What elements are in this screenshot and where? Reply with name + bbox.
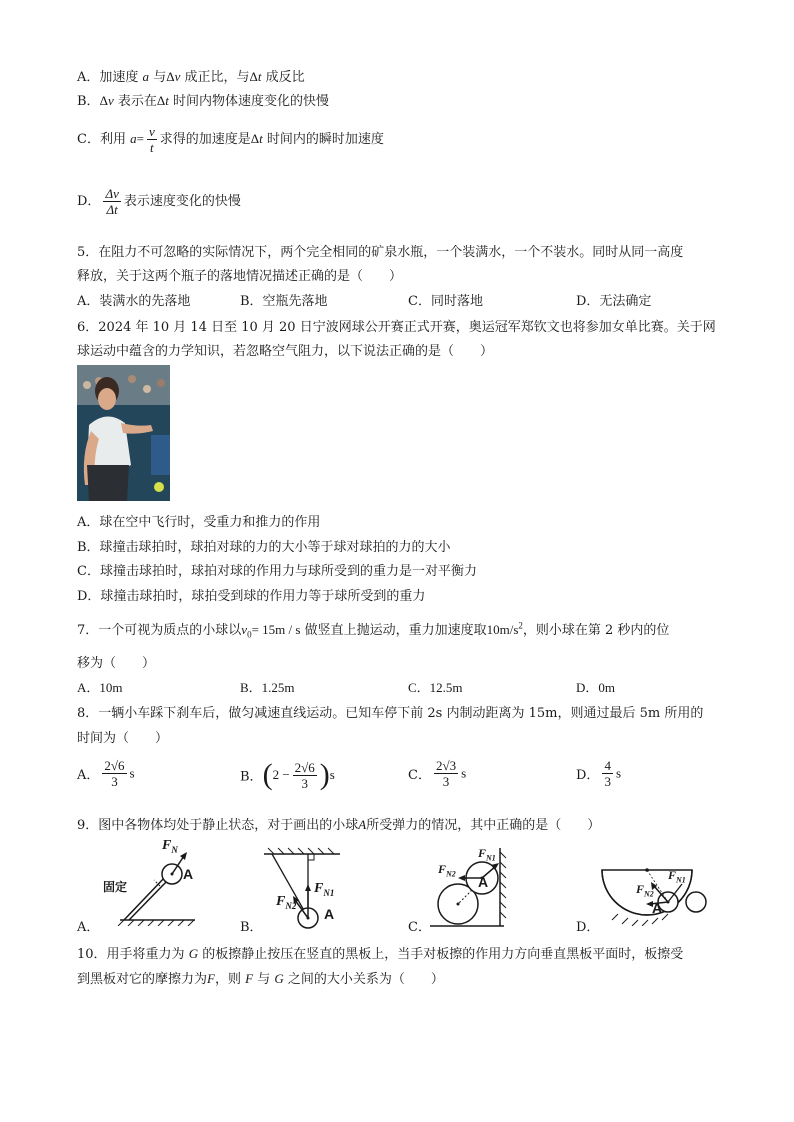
q8-stem-line2: 时间为（ ） <box>77 731 169 746</box>
q9-fig-a-fn-label: $F_N$ <box>162 838 178 855</box>
q6-option-b: B．球撞击球拍时，球拍对球的力的大小等于球对球拍的力的大小 <box>77 540 451 555</box>
q4-option-b: B．Δv 表示在Δt 时间内物体速度变化的快慢 <box>77 93 330 109</box>
q6-option-a: A．球在空中飞行时，受重力和推力的作用 <box>77 515 321 530</box>
q5-stem-line1: 5．在阻力不可忽略的实际情况下，两个完全相同的矿泉水瓶，一个装满水，一个不装水。同时从同一高度 <box>77 245 684 260</box>
q5-option-c: C．同时落地 <box>408 294 483 309</box>
q6-option-c: C．球撞击球拍时，球拍对球的作用力与球所受到的重力是一对平衡力 <box>77 564 477 579</box>
q9-fig-c-ball-label: A <box>478 874 489 890</box>
q5-option-a: A．装满水的先落地 <box>77 294 191 309</box>
q7-option-a: A．10m <box>77 680 123 695</box>
q8-option-c: C． $\frac{2√3}{3}$ s <box>408 758 467 789</box>
q9-stem: 9．图中各物体均处于静止状态，对于画出的小球A所受弹力的情况，其中正确的是（ ） <box>77 817 601 833</box>
q10-stem-line1: 10．用手将重力为 G 的板擦静止按压在竖直的黑板上，当手对板擦的作用力方向垂直黑板平面时，板擦受 <box>77 946 684 962</box>
q7-stem-line2: 移为（ ） <box>77 656 156 671</box>
q9-fig-a-ball-label: A <box>183 866 194 882</box>
q8-option-d: D． $\frac{4}{3}$ s <box>576 758 621 789</box>
q9-option-b-label: B． <box>240 920 263 935</box>
q8-option-b: B．(2 − $\frac{2√6}{3}$ )s <box>240 758 335 791</box>
q9-option-c-label: C． <box>408 920 431 935</box>
q9-fig-d-fn2-label: $F_{N2}$ <box>636 882 654 899</box>
q6-stem-line1: 6．2024 年 10 月 14 日至 10 月 20 日宁波网球公开赛正式开赛，奥运冠军郑钦文也将参加女单比赛。关于网 <box>77 320 716 335</box>
q8-option-a: A． $\frac{2√6}{3}$ s <box>77 758 135 789</box>
q9-fig-a-fixed-label: 固定 <box>103 880 128 894</box>
q10-stem-line2: 到黑板对它的摩擦力为F，则 F 与 G 之间的大小关系为（ ） <box>77 971 444 987</box>
q4-option-c: C．利用 a= $\frac{v}{t}$ 求得的加速度是Δt 时间内的瞬时加速度 <box>77 124 384 155</box>
q9-figure-c <box>428 846 518 930</box>
q7-option-d: D．0m <box>576 680 616 695</box>
q9-fig-d-fn1-label: $F_{N1}$ <box>668 868 686 885</box>
q7-option-b: B．1.25m <box>240 680 295 695</box>
q4-option-d: D． $\frac{\Delta v}{\Delta t}$ 表示速度变化的快慢 <box>77 186 241 217</box>
q9-fig-d-ball-label: A <box>652 900 663 916</box>
q9-option-d-label: D． <box>576 920 600 935</box>
q6-stem-line2: 球运动中蕴含的力学知识，若忽略空气阻力，以下说法正确的是（ ） <box>77 344 494 359</box>
tennis-player-photo <box>77 365 170 501</box>
q7-option-c: C．12.5m <box>408 680 463 695</box>
q7-stem-line1: 7．一个可视为质点的小球以$v_0= 15m / s$ 做竖直上抛运动，重力加速度取$10m/s^2$，则小球在第 2 秒内的位 <box>77 620 670 640</box>
q9-fig-b-fn1-label: $F_{N1}$ <box>314 881 335 898</box>
q5-option-d: D．无法确定 <box>576 294 652 309</box>
q9-fig-b-fn2-label: $F_{N2}$ <box>276 894 297 911</box>
q5-option-b: B．空瓶先落地 <box>240 294 328 309</box>
q6-option-d: D．球撞击球拍时，球拍受到球的作用力等于球所受到的重力 <box>77 589 426 604</box>
q4-option-a: A．加速度 a 与Δv 成正比，与Δt 成反比 <box>77 69 305 85</box>
q9-fig-c-fn1-label: $F_{N1}$ <box>478 846 496 863</box>
q9-fig-c-fn2-label: $F_{N2}$ <box>438 862 456 879</box>
q9-figure-b <box>262 846 352 931</box>
q9-fig-b-ball-label: A <box>324 906 335 922</box>
q9-option-a-label: A． <box>77 920 100 935</box>
q8-stem-line1: 8．一辆小车踩下刹车后，做匀减速直线运动。已知车停下前 2s 内制动距离为 15m，则通过最后 5m 所用的 <box>77 706 704 721</box>
q5-stem-line2: 释放，关于这两个瓶子的落地情况描述正确的是（ ） <box>77 269 403 284</box>
